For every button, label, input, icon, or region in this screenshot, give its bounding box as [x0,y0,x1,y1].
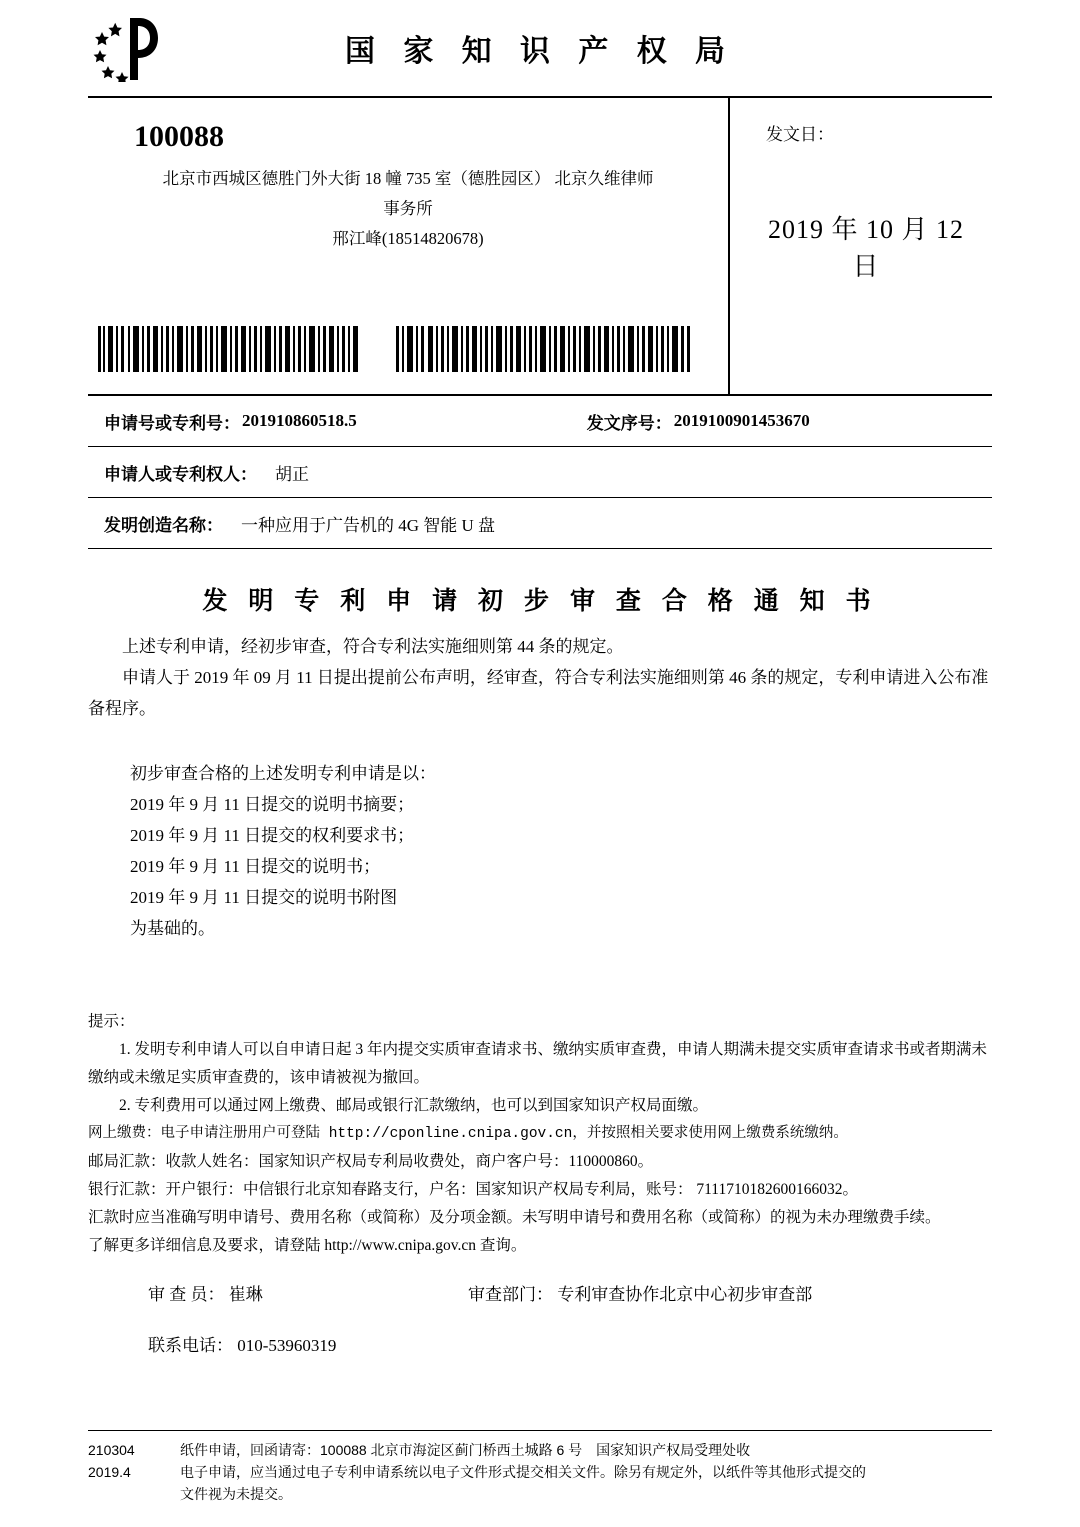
document-header [88,0,992,96]
addressee-and-date-box [88,96,992,396]
list-item: 2019 年 9 月 11 日提交的权利要求书； [130,826,415,845]
footer-form-code [88,1439,180,1505]
list-item: 2019 年 9 月 11 日提交的说明书附图 [130,888,398,907]
applicant-label: 申请人或专利权人： [104,464,257,484]
basis-tail: 为基础的。 [130,919,215,938]
zipcode: 100088 [134,120,224,153]
notes-bank-remittance: 银行汇款：开户银行：中信银行北京知春路支行，户名：国家知识产权局专利局，账号： 7111710182600166032。 [88,1181,858,1198]
invention-title-value: 一种应用于广告机的 4G 智能 U 盘 [241,515,496,535]
department-label: 审查部门： [468,1285,553,1304]
dispatch-number-value: 2019100901453670 [673,411,810,430]
notes-more-info: 了解更多详细信息及要求，请登陆 http://www.cnipa.gov.cn 查询。 [88,1237,527,1254]
cnipa-emblem-logo [88,16,174,82]
footer-instructions [180,1439,992,1505]
body-paragraph-1: 上述专利申请，经初步审查，符合专利法实施细则第 44 条的规定。 [122,637,624,656]
list-item: 2019 年 9 月 11 日提交的说明书摘要； [130,795,415,814]
application-number-label: 申请号或专利号： [104,413,240,433]
row-applicant [88,447,992,498]
examiner-block [148,1280,468,1305]
dispatch-date-value: 2019 年 10 月 12 日 [767,215,964,281]
footer-text-line-1: 纸件申请，回函请寄：100088 北京市海淀区蓟门桥西土城路 6 号 国家知识产权局受理处收 [180,1442,751,1458]
footer-code-line-1: 210304 [88,1442,135,1458]
list-item: 2019 年 9 月 11 日提交的说明书； [130,857,381,876]
examiner-label: 审 查 员： [148,1285,225,1304]
footer-code-line-2: 2019.4 [88,1464,131,1480]
addressee-line-3: 邢江峰(18514820678) [332,229,484,248]
basis-lead: 初步审查合格的上述发明专利申请是以： [130,764,436,783]
barcode-group [98,326,692,372]
notes-heading: 提示： [88,1013,135,1030]
row-application-number [88,396,992,447]
notes-section [88,1008,992,1260]
body-paragraph-2: 申请人于 2019 年 09 月 11 日提出提前公布声明，经审查，符合专利法实施细则第 46 条的规定，专利申请进入公布准备程序。 [88,668,989,718]
document-footer [88,1430,992,1505]
page-title: 发 明 专 利 申 请 初 步 审 查 合 格 通 知 书 [202,587,878,615]
notes-item-2: 2. 专利费用可以通过网上缴费、邮局或银行汇款缴纳，也可以到国家知识产权局面缴。 [119,1097,709,1114]
application-number-value: 201910860518.5 [242,411,357,430]
notes-item-1: 1. 发明专利申请人可以自申请日起 3 年内提交实质审查请求书、缴纳实质审查费，申请人期满未提交实质审查请求书或者期满未缴纳或未缴足实质审查费的，该申请被视为撤回。 [88,1041,988,1086]
notes-remittance-requirements: 汇款时应当准确写明申请号、费用名称（或简称）及分项金额。未写明申请号和费用名称（或简称）的视为未办理缴费手续。 [88,1209,941,1226]
applicant-value: 胡正 [275,464,309,484]
addressee-block [88,98,728,394]
dispatch-number-label: 发文序号： [586,413,672,433]
contact-phone-label: 联系电话： [148,1336,233,1355]
addressee-line-2: 事务所 [383,199,433,218]
department-value: 专利审查协作北京中心初步审查部 [557,1285,813,1304]
contact-phone-block [88,1331,992,1356]
signature-row [88,1280,992,1305]
organization-title: 国 家 知 识 产 权 局 [344,35,735,68]
notes-online-payment: 网上缴费：电子申请注册用户可登陆 http://cponline.cnipa.gov.cn，并按照相关要求使用网上缴费系统缴纳。 [88,1126,848,1142]
department-block [468,1280,812,1305]
notes-post-remittance: 邮局汇款：收款人姓名：国家知识产权局专利局收费处，商户客户号：110000860。 [88,1153,654,1170]
barcode-dispatch [396,326,692,372]
row-invention-title [88,498,992,549]
addressee-lines [98,164,718,254]
contact-phone-value: 010-53960319 [237,1336,337,1355]
footer-text-line-2: 电子申请，应当通过电子专利申请系统以电子文件形式提交相关文件。除另有规定外，以纸件等其他形式提交的 [180,1464,866,1480]
footer-text-line-3: 文件视为未提交。 [180,1486,292,1502]
addressee-line-1: 北京市西城区德胜门外大街 18 幢 735 室（德胜园区） 北京久维律师 [162,169,654,188]
examiner-value: 崔琳 [228,1285,263,1304]
barcode-application [98,326,360,372]
dispatch-date-block [728,98,992,394]
invention-title-label: 发明创造名称： [104,515,223,535]
basis-documents-block [88,758,992,944]
dispatch-date-label: 发文日： [766,125,834,144]
